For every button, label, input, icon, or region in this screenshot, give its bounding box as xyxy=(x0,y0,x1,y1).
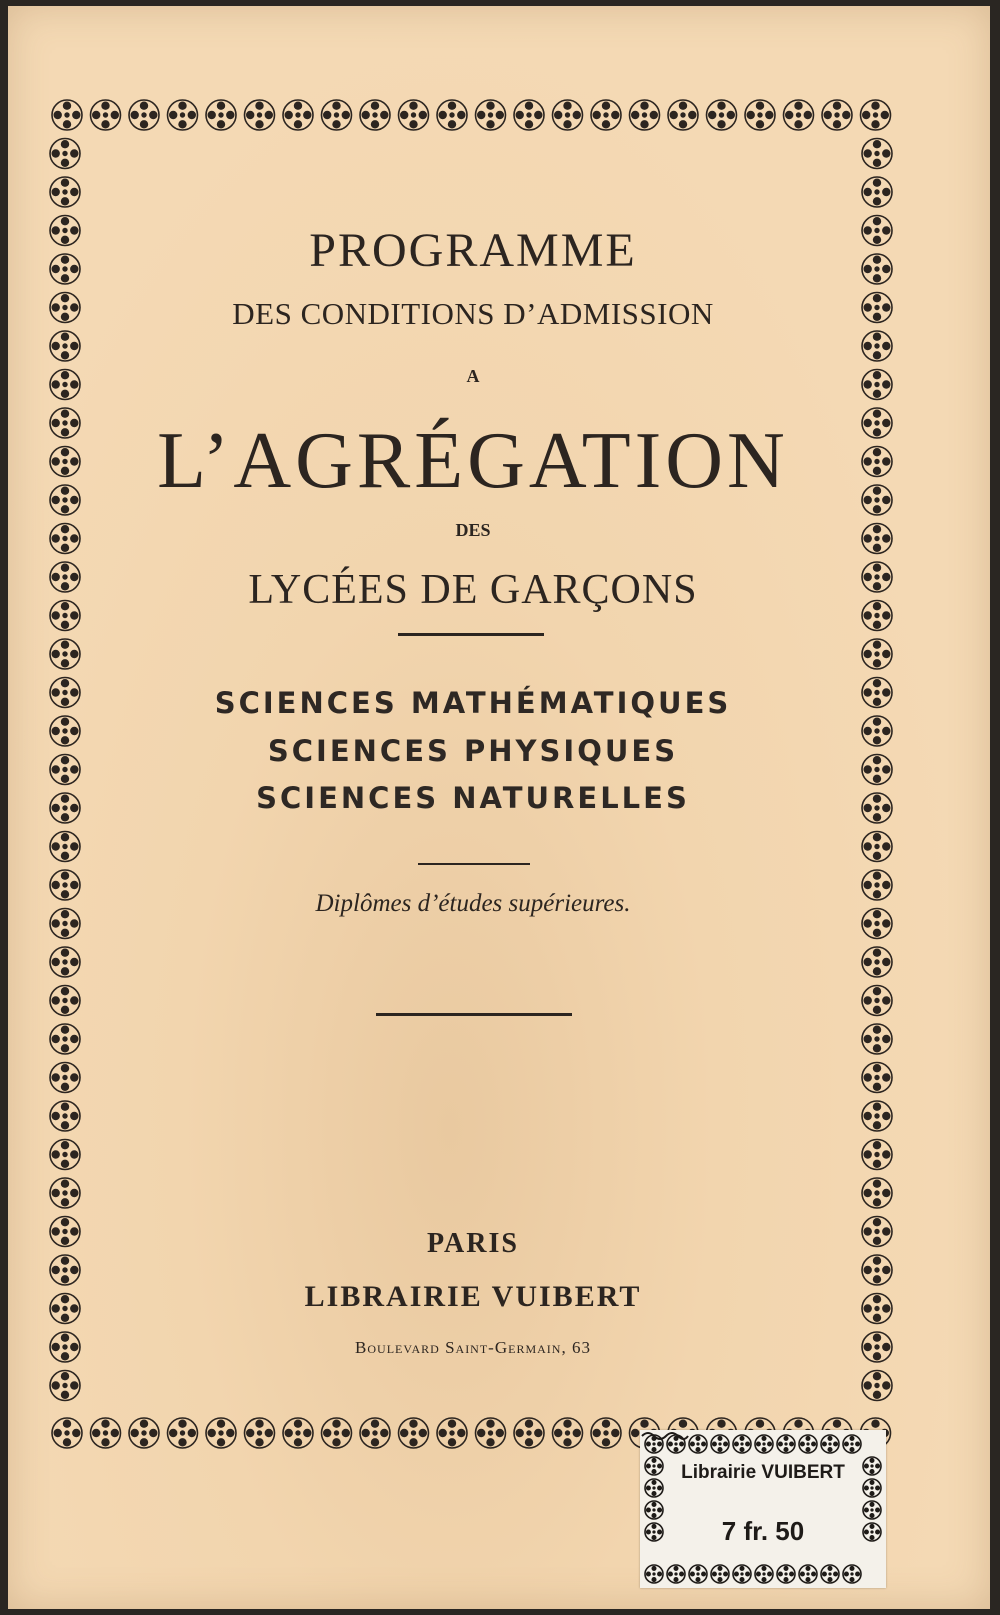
swirl-ornament-icon xyxy=(640,1430,690,1442)
ornament-motif-icon xyxy=(476,1418,506,1448)
ornament-motif-icon xyxy=(862,639,892,669)
ornament-motif-icon xyxy=(360,100,390,130)
ornament-motif-icon xyxy=(50,1332,80,1362)
ornament-motif-icon xyxy=(553,1418,583,1448)
ornament-motif-icon xyxy=(52,100,82,130)
ornament-motif-icon xyxy=(667,1565,685,1583)
ornament-motif-icon xyxy=(514,100,544,130)
ornament-motif-icon xyxy=(50,524,80,554)
ornament-motif-icon xyxy=(733,1435,751,1453)
ornament-motif-icon xyxy=(168,100,198,130)
ornament-motif-icon xyxy=(862,524,892,554)
ornament-motif-icon xyxy=(50,408,80,438)
ornament-motif-icon xyxy=(50,216,80,246)
ornament-motif-icon xyxy=(862,370,892,400)
ornament-motif-icon xyxy=(862,793,892,823)
ornament-motif-icon xyxy=(862,408,892,438)
ornament-motif-icon xyxy=(862,870,892,900)
ornament-motif-icon xyxy=(52,1418,82,1448)
ornament-motif-icon xyxy=(862,216,892,246)
ornament-motif-icon xyxy=(168,1418,198,1448)
ornament-motif-icon xyxy=(711,1435,729,1453)
ornament-motif-icon xyxy=(50,177,80,207)
ornament-motif-icon xyxy=(283,1418,313,1448)
ornament-motif-icon xyxy=(862,1024,892,1054)
ornament-motif-icon xyxy=(711,1565,729,1583)
ornament-motif-icon xyxy=(821,1565,839,1583)
ornament-motif-icon xyxy=(206,1418,236,1448)
ornament-motif-icon xyxy=(799,1435,817,1453)
ornament-motif-icon xyxy=(437,100,467,130)
ornament-motif-icon xyxy=(50,601,80,631)
ornament-motif-icon xyxy=(862,331,892,361)
ornament-motif-icon xyxy=(862,716,892,746)
ornament-motif-icon xyxy=(862,1178,892,1208)
section-mathematiques: SCIENCES MATHÉMATIQUES xyxy=(214,686,732,720)
ornament-motif-icon xyxy=(50,909,80,939)
ornament-motif-icon xyxy=(50,1140,80,1170)
ornament-motif-icon xyxy=(862,1294,892,1324)
ornament-motif-icon xyxy=(206,100,236,130)
ornament-motif-icon xyxy=(822,100,852,130)
ornament-motif-icon xyxy=(245,100,275,130)
label-price: 7 fr. 50 xyxy=(721,1516,805,1546)
label-border-svg xyxy=(640,1430,886,1588)
ornament-motif-icon xyxy=(821,1435,839,1453)
ornament-motif-icon xyxy=(862,562,892,592)
publisher-city: PARIS xyxy=(427,1228,519,1259)
ornament-motif-icon xyxy=(862,139,892,169)
ornament-motif-icon xyxy=(322,100,352,130)
ornament-motif-icon xyxy=(91,100,121,130)
label-shop-name: Librairie VUIBERT xyxy=(681,1462,845,1483)
title-lycees: LYCÉES DE GARÇONS xyxy=(248,567,698,613)
ornament-motif-icon xyxy=(862,909,892,939)
ornament-motif-icon xyxy=(476,100,506,130)
ornament-motif-icon xyxy=(129,1418,159,1448)
ornament-motif-icon xyxy=(399,100,429,130)
ornament-motif-icon xyxy=(862,678,892,708)
ornament-motif-icon xyxy=(862,601,892,631)
ornament-motif-icon xyxy=(50,1063,80,1093)
ornament-motif-icon xyxy=(399,1418,429,1448)
ornament-motif-icon xyxy=(862,447,892,477)
ornament-motif-icon xyxy=(862,293,892,323)
ornament-motif-icon xyxy=(50,1255,80,1285)
ornament-motif-icon xyxy=(862,177,892,207)
ornament-motif-icon xyxy=(50,331,80,361)
ornament-motif-icon xyxy=(843,1435,861,1453)
title-a: A xyxy=(466,366,480,386)
title-agregation: L’AGRÉGATION xyxy=(157,417,789,505)
ornament-motif-icon xyxy=(283,100,313,130)
ornament-motif-icon xyxy=(862,1255,892,1285)
ornament-motif-icon xyxy=(862,485,892,515)
divider-rule xyxy=(376,1013,572,1016)
ornament-motif-icon xyxy=(862,1371,892,1401)
title-programme: PROGRAMME xyxy=(309,224,637,277)
ornament-motif-icon xyxy=(50,1371,80,1401)
ornament-motif-icon xyxy=(689,1565,707,1583)
ornament-motif-icon xyxy=(50,755,80,785)
ornament-motif-icon xyxy=(91,1418,121,1448)
divider-rule xyxy=(398,633,544,636)
ornament-motif-icon xyxy=(553,100,583,130)
ornament-motif-icon xyxy=(755,1565,773,1583)
ornament-motif-icon xyxy=(861,100,891,130)
ornament-motif-icon xyxy=(50,254,80,284)
ornament-motif-icon xyxy=(862,832,892,862)
ornament-motif-icon xyxy=(668,100,698,130)
ornament-motif-icon xyxy=(50,639,80,669)
ornament-motif-icon xyxy=(50,947,80,977)
ornament-motif-icon xyxy=(591,100,621,130)
ornament-motif-icon xyxy=(862,755,892,785)
ornament-motif-icon xyxy=(862,947,892,977)
ornament-motif-icon xyxy=(50,870,80,900)
publisher-address: Boulevard Saint-Germain, 63 xyxy=(355,1338,591,1357)
ornament-motif-icon xyxy=(50,370,80,400)
ornament-motif-icon xyxy=(50,1024,80,1054)
ornament-motif-icon xyxy=(322,1418,352,1448)
ornament-motif-icon xyxy=(50,986,80,1016)
ornament-motif-icon xyxy=(50,793,80,823)
subtitle-diplomes: Diplômes d’études supérieures. xyxy=(315,890,631,917)
ornament-motif-icon xyxy=(630,100,660,130)
ornament-motif-icon xyxy=(862,1063,892,1093)
ornament-motif-icon xyxy=(50,139,80,169)
section-physiques: SCIENCES PHYSIQUES xyxy=(267,734,679,768)
ornament-motif-icon xyxy=(50,1101,80,1131)
title-des: DES xyxy=(455,520,491,540)
price-label xyxy=(640,1430,886,1588)
ornament-motif-icon xyxy=(745,100,775,130)
ornament-motif-icon xyxy=(862,1332,892,1362)
ornament-motif-icon xyxy=(784,100,814,130)
ornament-motif-icon xyxy=(437,1418,467,1448)
ornament-motif-icon xyxy=(50,447,80,477)
ornament-motif-icon xyxy=(50,562,80,592)
ornament-motif-icon xyxy=(645,1565,663,1583)
ornament-motif-icon xyxy=(50,293,80,323)
ornament-motif-icon xyxy=(707,100,737,130)
title-conditions: DES CONDITIONS D’ADMISSION xyxy=(232,296,714,331)
ornament-motif-icon xyxy=(862,254,892,284)
section-naturelles: SCIENCES NATURELLES xyxy=(256,781,690,815)
ornament-motif-icon xyxy=(50,716,80,746)
ornament-motif-icon xyxy=(862,1140,892,1170)
divider-rule xyxy=(418,863,530,865)
ornament-motif-icon xyxy=(777,1435,795,1453)
ornament-motif-icon xyxy=(843,1565,861,1583)
ornament-motif-icon xyxy=(50,485,80,515)
book-cover xyxy=(8,6,990,1609)
ornament-motif-icon xyxy=(360,1418,390,1448)
ornament-motif-icon xyxy=(50,1178,80,1208)
ornament-motif-icon xyxy=(799,1565,817,1583)
ornament-motif-icon xyxy=(591,1418,621,1448)
publisher-name: LIBRAIRIE VUIBERT xyxy=(304,1280,642,1313)
ornament-motif-icon xyxy=(777,1565,795,1583)
ornament-motif-icon xyxy=(862,1101,892,1131)
ornament-motif-icon xyxy=(755,1435,773,1453)
ornament-motif-icon xyxy=(862,1217,892,1247)
ornament-motif-icon xyxy=(50,1294,80,1324)
ornament-motif-icon xyxy=(733,1565,751,1583)
ornament-motif-icon xyxy=(245,1418,275,1448)
ornament-motif-icon xyxy=(129,100,159,130)
ornament-motif-icon xyxy=(862,986,892,1016)
ornament-motif-icon xyxy=(50,678,80,708)
ornament-motif-icon xyxy=(514,1418,544,1448)
ornament-motif-icon xyxy=(50,832,80,862)
ornament-motif-icon xyxy=(50,1217,80,1247)
ornament-motif-icon xyxy=(689,1435,707,1453)
